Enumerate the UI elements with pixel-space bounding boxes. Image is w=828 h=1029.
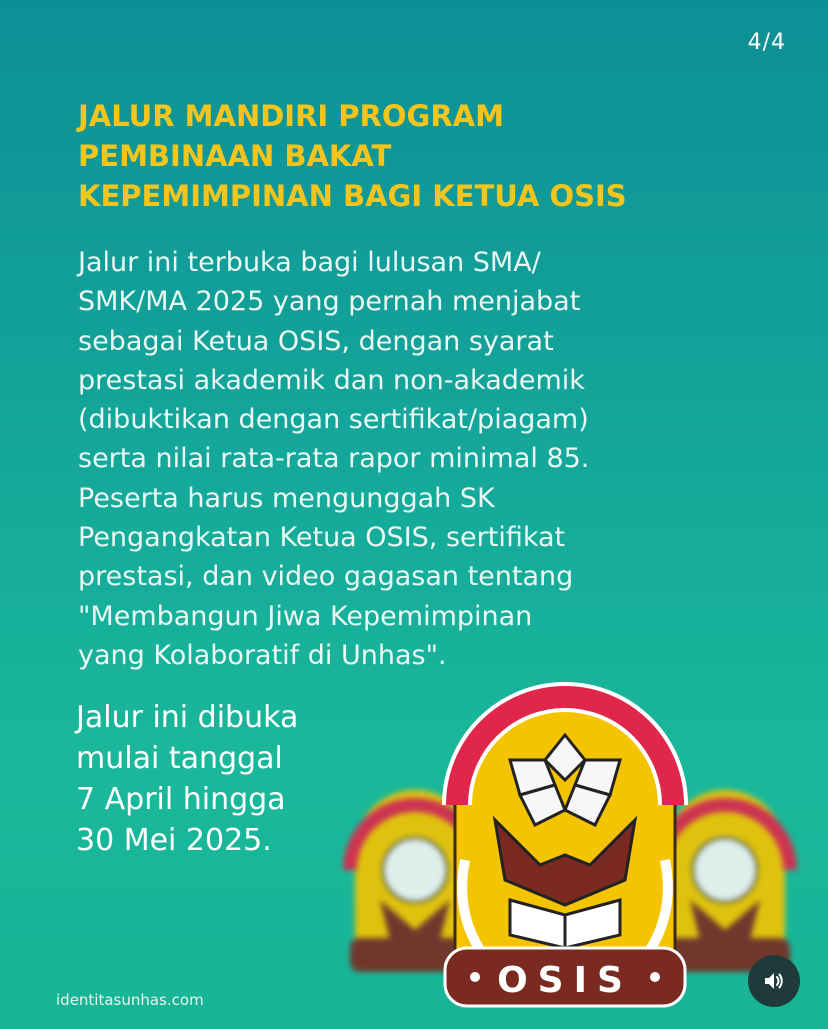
date-line: mulai tanggal: [76, 741, 283, 776]
description-line: prestasi akademik dan non-akademik: [78, 364, 585, 396]
description-line: "Membangun Jiwa Kepemimpinan: [78, 600, 533, 632]
source-credit: identitasunhas.com: [56, 991, 204, 1009]
description-line: Pengangkatan Ketua OSIS, sertifikat: [78, 522, 566, 554]
speaker-icon: [762, 969, 786, 993]
description-line: SMK/MA 2025 yang pernah menjabat: [78, 286, 581, 318]
osis-logo-group: [340, 680, 800, 1029]
date-line: 30 Mei 2025.: [76, 823, 272, 858]
date-line: 7 April hingga: [76, 782, 286, 817]
description-line: serta nilai rata-rata rapor minimal 85.: [78, 443, 590, 475]
description-line: sebagai Ketua OSIS, dengan syarat: [78, 325, 554, 357]
date-line: Jalur ini dibuka: [76, 700, 299, 735]
description-line: Peserta harus mengunggah SK: [78, 482, 495, 514]
description-line: yang Kolaboratif di Unhas".: [78, 639, 447, 671]
title-line: KEPEMIMPINAN BAGI KETUA OSIS: [78, 179, 627, 213]
description-paragraph: [78, 243, 738, 675]
page-counter: 4/4: [747, 30, 786, 55]
title-line: JALUR MANDIRI PROGRAM: [78, 99, 504, 133]
description-line: (dibuktikan dengan sertifikat/piagam): [78, 404, 589, 436]
title-line: PEMBINAAN BAKAT: [78, 139, 392, 173]
sound-toggle-button[interactable]: [748, 955, 800, 1007]
registration-dates: [76, 697, 376, 861]
osis-logo-icon: [435, 680, 695, 1015]
page-title: [78, 96, 758, 216]
description-line: Jalur ini terbuka bagi lulusan SMA/: [78, 247, 541, 278]
osis-logo-label: OSIS: [497, 960, 633, 1001]
description-line: prestasi, dan video gagasan tentang: [78, 561, 574, 593]
